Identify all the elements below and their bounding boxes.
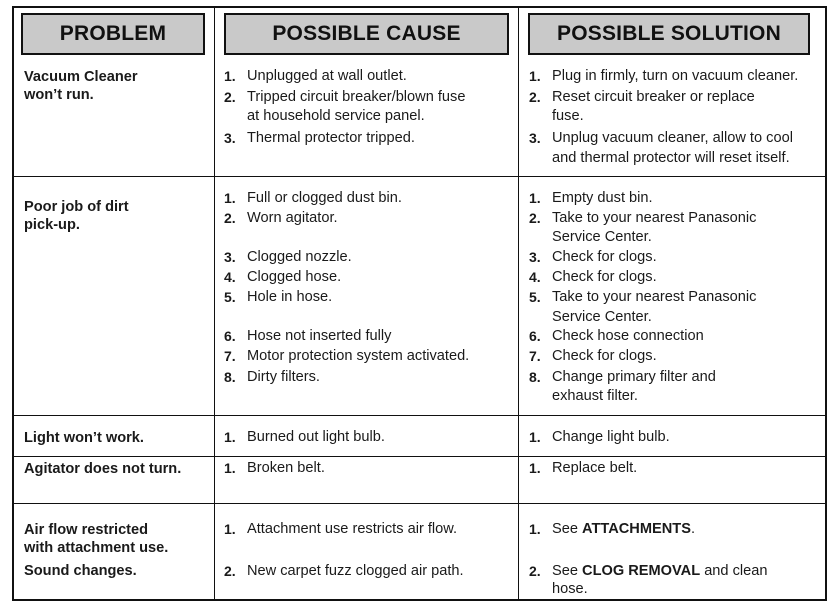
solution-number: 2. [529,563,541,579]
cause-text: at household service panel. [247,108,425,124]
cause-number: 1. [224,521,236,537]
solution-text: Check for clogs. [552,348,657,364]
solution-text: Replace belt. [552,460,638,476]
solution-number: 3. [529,130,541,146]
cause-number: 1. [224,460,236,476]
solution-number: 1. [529,460,541,476]
cause-text: Attachment use restricts air flow. [247,521,458,537]
cause-text: Hose not inserted fully [247,328,392,344]
text-run: and clean [700,563,768,579]
solution-text: Unplug vacuum cleaner, allow to cool [552,130,793,146]
column-divider [518,6,519,601]
cause-number: 7. [224,348,236,364]
section-reference: ATTACHMENTS [582,521,691,537]
solution-number: 4. [529,269,541,285]
header-possible-cause: POSSIBLE CAUSE [224,13,509,55]
solution-text [552,562,768,581]
problem-cell [24,460,181,478]
cause-number: 2. [224,89,236,105]
row-divider [12,176,827,177]
solution-text: Check for clogs. [552,269,657,285]
solution-text: Check for clogs. [552,249,657,265]
solution-number: 1. [529,521,541,537]
solution-text: Service Center. [552,229,652,245]
cause-number: 1. [224,68,236,84]
solution-number: 1. [529,429,541,445]
solution-text: Reset circuit breaker or replace [552,89,755,105]
cause-text: Full or clogged dust bin. [247,190,402,206]
solution-text [552,520,695,539]
cause-number: 6. [224,328,236,344]
cause-text: New carpet fuzz clogged air path. [247,563,464,579]
solution-number: 2. [529,210,541,226]
cause-text: Thermal protector tripped. [247,130,415,146]
problem-line: pick-up. [24,217,80,233]
text-run: . [690,521,695,537]
cause-number: 8. [224,369,236,385]
cause-text: Clogged nozzle. [247,249,352,265]
header-possible-solution: POSSIBLE SOLUTION [528,13,810,55]
row-divider [12,415,827,416]
cause-number: 3. [224,130,236,146]
solution-text: hose. [552,581,588,597]
solution-number: 3. [529,249,541,265]
problem-cell [24,68,138,104]
solution-text: and thermal protector will reset itself. [552,150,790,166]
problem-cell [24,429,144,447]
problem-line: won’t run. [24,87,94,103]
cause-text: Tripped circuit breaker/blown fuse [247,89,466,105]
solution-text: Change primary filter and [552,369,716,385]
solution-text: Empty dust bin. [552,190,653,206]
cause-text: Worn agitator. [247,210,338,226]
solution-text: Check hose connection [552,328,704,344]
solution-text: Plug in firmly, turn on vacuum cleaner. [552,68,799,84]
section-reference: CLOG REMOVAL [582,563,701,579]
solution-number: 6. [529,328,541,344]
problem-cell [24,521,168,580]
cause-text: Clogged hose. [247,269,342,285]
solution-number: 7. [529,348,541,364]
solution-number: 5. [529,289,541,305]
cause-text: Hole in hose. [247,289,333,305]
text-run: See [552,521,583,537]
problem-line: Air flow restricted [24,522,149,538]
solution-text: Change light bulb. [552,429,670,445]
solution-number: 2. [529,89,541,105]
problem-line: Light won’t work. [24,430,144,446]
problem-line: Vacuum Cleaner [24,69,138,85]
solution-number: 1. [529,190,541,206]
problem-line: Agitator does not turn. [24,461,182,477]
cause-number: 1. [224,429,236,445]
solution-number: 1. [529,68,541,84]
cause-number: 2. [224,210,236,226]
header-problem: PROBLEM [21,13,205,55]
problem-line: with attachment use. [24,540,169,556]
solution-text: Take to your nearest Panasonic [552,210,757,226]
solution-text: exhaust filter. [552,388,638,404]
cause-number: 5. [224,289,236,305]
cause-number: 2. [224,563,236,579]
cause-number: 4. [224,269,236,285]
solution-text: fuse. [552,108,584,124]
cause-text: Motor protection system activated. [247,348,470,364]
problem-cell [24,198,129,234]
solution-text: Take to your nearest Panasonic [552,289,757,305]
problem-line: Sound changes. [24,563,137,579]
row-divider [12,456,827,457]
text-run: See [552,563,583,579]
cause-text: Dirty filters. [247,369,320,385]
column-divider [214,6,215,601]
row-divider [12,503,827,504]
solution-text: Service Center. [552,309,652,325]
problem-line: Poor job of dirt [24,199,129,215]
cause-text: Burned out light bulb. [247,429,385,445]
cause-number: 1. [224,190,236,206]
cause-text: Broken belt. [247,460,325,476]
cause-text: Unplugged at wall outlet. [247,68,407,84]
cause-number: 3. [224,249,236,265]
solution-number: 8. [529,369,541,385]
